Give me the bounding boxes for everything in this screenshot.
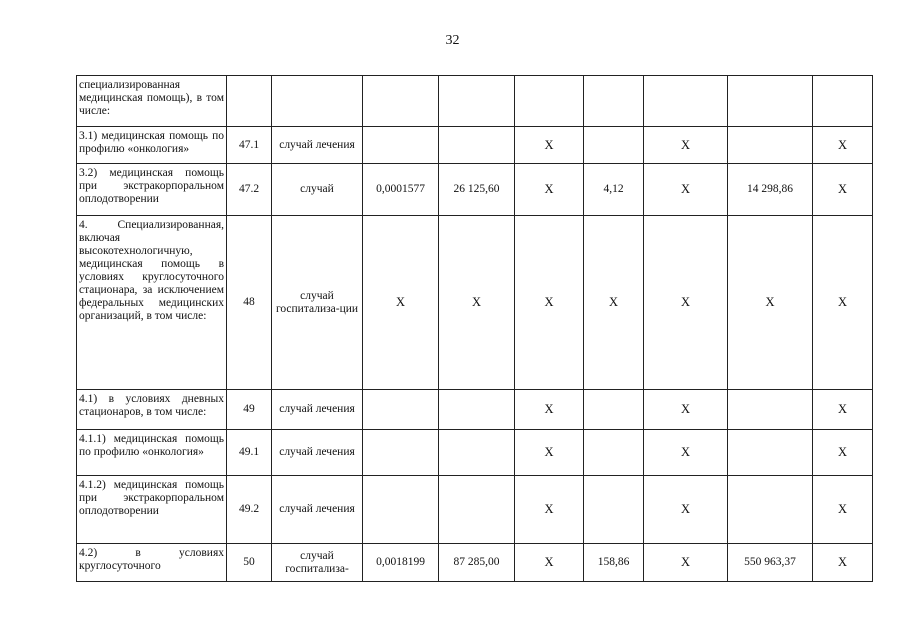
row-value [728, 390, 813, 430]
table-row [77, 544, 873, 582]
row-value [363, 430, 439, 476]
page-number: 32 [445, 33, 460, 48]
row-value [644, 76, 728, 127]
row-code: 47.1 [227, 127, 272, 164]
row-value [363, 390, 439, 430]
row-value: 0,0018199 [363, 544, 439, 582]
row-value: 550 963,37 [728, 544, 813, 582]
row-code: 47.2 [227, 164, 272, 216]
row-code: 50 [227, 544, 272, 582]
row-value: X [644, 430, 728, 476]
row-value [363, 127, 439, 164]
row-value: X [644, 127, 728, 164]
row-value: X [515, 164, 584, 216]
row-value [584, 476, 644, 544]
row-value [363, 476, 439, 544]
table-row [77, 430, 873, 476]
row-unit: случай [272, 164, 363, 216]
row-value: 87 285,00 [439, 544, 515, 582]
row-unit: случай лечения [272, 430, 363, 476]
row-value: 4,12 [584, 164, 644, 216]
row-value: X [644, 544, 728, 582]
row-value [439, 390, 515, 430]
row-unit: случай лечения [272, 127, 363, 164]
row-value [515, 76, 584, 127]
row-code [227, 76, 272, 127]
row-code: 49.1 [227, 430, 272, 476]
row-value: X [584, 216, 644, 390]
row-name: 3.2) медицинская помощь при экстракорпоральном оплодотворении [77, 164, 227, 216]
row-value: X [813, 544, 873, 582]
row-code: 49.2 [227, 476, 272, 544]
row-name: 4.2) в условиях круглосуточного [77, 544, 227, 582]
row-value: X [813, 127, 873, 164]
row-value [728, 127, 813, 164]
row-unit: случай лечения [272, 390, 363, 430]
row-value [439, 76, 515, 127]
row-name: 4.1) в условиях дневных стационаров, в том числе: [77, 390, 227, 430]
row-value: X [813, 476, 873, 544]
row-unit: случай лечения [272, 476, 363, 544]
row-value [813, 76, 873, 127]
row-value: X [644, 476, 728, 544]
row-value [439, 430, 515, 476]
row-value: X [515, 430, 584, 476]
row-value: X [515, 127, 584, 164]
table-row [77, 76, 873, 127]
data-table [76, 75, 873, 582]
row-value [728, 430, 813, 476]
row-value: X [728, 216, 813, 390]
row-value: 158,86 [584, 544, 644, 582]
row-unit [272, 76, 363, 127]
row-code: 49 [227, 390, 272, 430]
row-value: X [813, 164, 873, 216]
row-unit: случай госпитализа- [272, 544, 363, 582]
row-value [584, 390, 644, 430]
row-value: 14 298,86 [728, 164, 813, 216]
row-value [728, 476, 813, 544]
row-value [584, 430, 644, 476]
row-value: X [644, 164, 728, 216]
row-value: X [515, 390, 584, 430]
row-value: X [363, 216, 439, 390]
row-value [584, 76, 644, 127]
row-value [439, 476, 515, 544]
row-unit: случай госпитализа-ции [272, 216, 363, 390]
row-value: X [813, 216, 873, 390]
row-name: 4. Специализированная, включая высокотехнологичную, медицинская помощь в условиях круглосуточного стационара, за исключением федеральных медицинских организаций, в том числе: [77, 216, 227, 390]
row-value: X [515, 544, 584, 582]
row-value [728, 76, 813, 127]
row-value: 0,0001577 [363, 164, 439, 216]
row-value: 26 125,60 [439, 164, 515, 216]
row-value: X [515, 216, 584, 390]
row-name: 4.1.1) медицинская помощь по профилю «онкология» [77, 430, 227, 476]
row-name: 3.1) медицинская помощь по профилю «онкология» [77, 127, 227, 164]
table-row [77, 216, 873, 390]
row-value: X [439, 216, 515, 390]
table-row [77, 127, 873, 164]
row-value [584, 127, 644, 164]
table-row [77, 390, 873, 430]
row-value: X [644, 216, 728, 390]
row-value [439, 127, 515, 164]
table-row [77, 476, 873, 544]
row-value: X [813, 430, 873, 476]
row-value: X [515, 476, 584, 544]
row-value: X [813, 390, 873, 430]
row-value: X [644, 390, 728, 430]
table-row [77, 164, 873, 216]
row-code: 48 [227, 216, 272, 390]
row-name: 4.1.2) медицинская помощь при экстракорпоральном оплодотворении [77, 476, 227, 544]
row-value [363, 76, 439, 127]
row-name: специализированная медицинская помощь), в том числе: [77, 76, 227, 127]
